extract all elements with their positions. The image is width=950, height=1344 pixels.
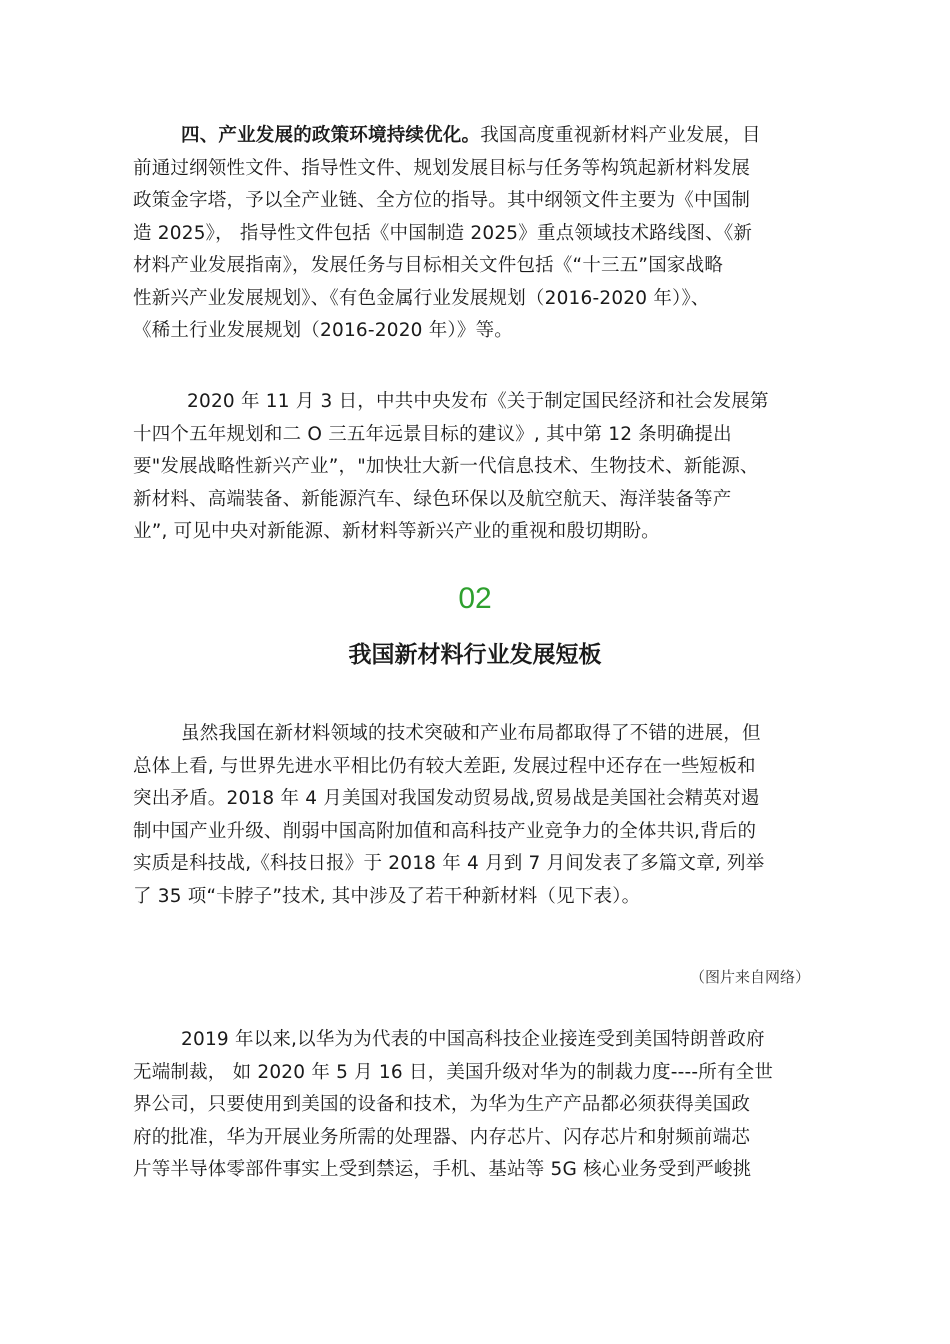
paragraph-lead-heading: 四、产业发展的政策环境持续优化。 [181, 125, 481, 146]
paragraph-line: 造 2025》， 指导性文件包括《中国制造 2025》重点领域技术路线图、《新 [133, 222, 753, 244]
paragraph-line: 片等半导体零部件事实上受到禁运，手机、基站等 5G 核心业务受到严峻挑 [133, 1159, 752, 1180]
paragraph-line: 材料产业发展指南》，发展任务与目标相关文件包括《“十三五”国家战略 [133, 255, 724, 276]
image-source-caption: （图片来自网络） [689, 968, 810, 986]
paragraph-line: 总体上看, 与世界先进水平相比仍有较大差距, 发展过程中还存在一些短板和 [133, 755, 756, 777]
paragraph-line: 2019 年以来,以华为为代表的中国高科技企业接连受到美国特朗普政府 [181, 1029, 765, 1050]
paragraph-line: 虽然我国在新材料领域的技术突破和产业布局都取得了不错的进展，但 [181, 723, 761, 744]
paragraph-line: 界公司，只要使用到美国的设备和技术，为华为生产产品都必须获得美国政 [133, 1094, 751, 1115]
paragraph-line: 性新兴产业发展规划》、《有色金属行业发展规划（2016-2020 年）》、 [133, 287, 710, 309]
proposal-paragraph [133, 386, 833, 549]
policy-paragraph [133, 120, 833, 348]
paragraph-line: 业”, 可见中央对新能源、新材料等新兴产业的重视和殷切期盼。 [133, 521, 660, 542]
paragraph-line: 十四个五年规划和二 O 三五年远景目标的建议》, 其中第 12 条明确提出 [133, 423, 732, 445]
paragraph-line: 制中国产业升级、削弱中国高附加值和高科技产业竞争力的全体共识,背后的 [133, 820, 757, 842]
paragraph-line: 《稀土行业发展规划（2016-2020 年）》等。 [133, 320, 513, 341]
shortfall-paragraph [133, 718, 833, 913]
sanctions-paragraph [133, 1024, 833, 1187]
paragraph-line: 2020 年 11 月 3 日，中共中央发布《关于制定国民经济和社会发展第 [187, 391, 769, 412]
paragraph-line: 了 35 项“卡脖子”技术, 其中涉及了若干种新材料（见下表）。 [133, 885, 641, 907]
section-title: 我国新材料行业发展短板 [348, 642, 602, 668]
paragraph-line: 突出矛盾。2018 年 4 月美国对我国发动贸易战,贸易战是美国社会精英对遏 [133, 788, 760, 809]
paragraph-line: 新材料、高端装备、新能源汽车、绿色环保以及航空航天、海洋装备等产 [133, 488, 732, 510]
paragraph-line: 四、产业发展的政策环境持续优化。我国高度重视新材料产业发展，目 [181, 125, 761, 146]
paragraph-line: 要"发展战略性新兴产业”，"加快壮大新一代信息技术、生物技术、新能源、 [133, 456, 759, 477]
paragraph-line: 府的批准，华为开展业务所需的处理器、内存芯片、闪存芯片和射频前端芯 [133, 1126, 751, 1148]
paragraph-line: 政策金字塔，予以全产业链、全方位的指导。其中纲领文件主要为《中国制 [133, 190, 751, 211]
paragraph-line: 无端制裁， 如 2020 年 5 月 16 日，美国升级对华为的制裁力度----所有全世 [133, 1061, 774, 1083]
section-number: 02 [458, 582, 492, 615]
paragraph-line: 前通过纲领性文件、指导性文件、规划发展目标与任务等构筑起新材料发展 [133, 157, 751, 179]
paragraph-line: 实质是科技战,《科技日报》于 2018 年 4 月到 7 月间发表了多篇文章, 列举 [133, 853, 765, 874]
